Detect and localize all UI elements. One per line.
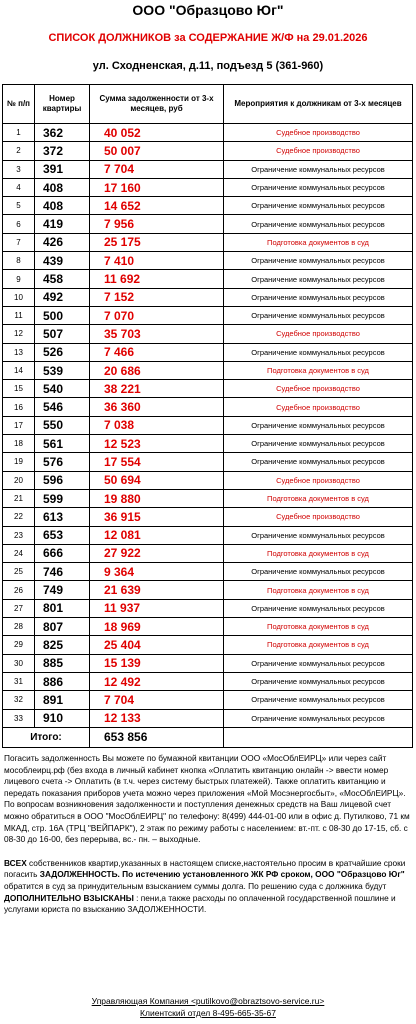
row-number: 19: [3, 453, 35, 471]
apartment-number: 653: [35, 526, 90, 544]
table-row: [3, 654, 413, 672]
payment-instructions: Погасить задолженность Вы можете по бумажной квитанции ООО «МосОблЕИРЦ» или через сайт мособлеирц.рф (без входа в личный кабинет кнопка «Оплатить квитанцию онлайн -> ввести номер лицевого счета -> Оплатить (в т.ч. через систему быстрых платежей). Также оплатить квитанцию и передать показания приборов учета можно через приложения «Мой Мосэнергосбыт», «МосОблЕИРЦ».: [4, 753, 406, 798]
debt-amount: 15 139: [90, 654, 224, 672]
debt-measure: Ограничение коммунальных ресурсов: [224, 654, 413, 672]
apartment-number: 746: [35, 563, 90, 581]
apartment-number: 666: [35, 544, 90, 562]
row-number: 28: [3, 618, 35, 636]
apartment-number: 507: [35, 325, 90, 343]
col-header-apartment: Номер квартиры: [35, 85, 90, 124]
debt-amount: 7 704: [90, 160, 224, 178]
apartment-number: 362: [35, 124, 90, 142]
debt-amount: 17 554: [90, 453, 224, 471]
apartment-number: 550: [35, 416, 90, 434]
debt-measure: Ограничение коммунальных ресурсов: [224, 435, 413, 453]
debt-measure: Подготовка документов в суд: [224, 233, 413, 251]
table-row: [3, 233, 413, 251]
apartment-number: 408: [35, 197, 90, 215]
debt-amount: 7 038: [90, 416, 224, 434]
apartment-number: 561: [35, 435, 90, 453]
table-row: [3, 471, 413, 489]
apartment-number: 885: [35, 654, 90, 672]
debt-measure: Подготовка документов в суд: [224, 361, 413, 379]
table-row: [3, 489, 413, 507]
row-number: 9: [3, 270, 35, 288]
debt-measure: Ограничение коммунальных ресурсов: [224, 197, 413, 215]
apartment-number: 807: [35, 618, 90, 636]
debt-amount: 50 694: [90, 471, 224, 489]
debt-amount: 27 922: [90, 544, 224, 562]
debt-amount: 12 081: [90, 526, 224, 544]
debt-measure: Подготовка документов в суд: [224, 581, 413, 599]
debt-amount: 35 703: [90, 325, 224, 343]
table-row: [3, 563, 413, 581]
warning-text-a: собственников квартир,указанных в настоящем списке,настоятельно просим в кратчайшие сроки погасить: [4, 857, 406, 880]
apartment-number: 801: [35, 599, 90, 617]
table-row: [3, 160, 413, 178]
table-row: [3, 581, 413, 599]
apartment-number: 749: [35, 581, 90, 599]
apartment-number: 539: [35, 361, 90, 379]
row-number: 5: [3, 197, 35, 215]
row-number: 18: [3, 435, 35, 453]
table-row: [3, 215, 413, 233]
apartment-number: 500: [35, 306, 90, 324]
col-header-number: № п/п: [3, 85, 35, 124]
row-number: 1: [3, 124, 35, 142]
debt-measure: Ограничение коммунальных ресурсов: [224, 563, 413, 581]
debt-amount: 20 686: [90, 361, 224, 379]
table-row: [3, 380, 413, 398]
row-number: 13: [3, 343, 35, 361]
address-line: ул. Сходненская, д.11, подъезд 5 (361-960): [92, 60, 324, 72]
debt-amount: 12 492: [90, 672, 224, 690]
debt-measure: Ограничение коммунальных ресурсов: [224, 599, 413, 617]
debt-measure: Подготовка документов в суд: [224, 618, 413, 636]
row-number: 30: [3, 654, 35, 672]
apartment-number: 910: [35, 709, 90, 727]
apartment-number: 596: [35, 471, 90, 489]
table-row: [3, 508, 413, 526]
debt-amount: 40 052: [90, 124, 224, 142]
apartment-number: 576: [35, 453, 90, 471]
col-header-debt: Сумма задолженности от 3-х месяцев, руб: [90, 85, 224, 124]
table-row: [3, 361, 413, 379]
warning-lead: ВСЕХ: [4, 857, 27, 868]
debt-measure: Судебное производство: [224, 508, 413, 526]
row-number: 10: [3, 288, 35, 306]
row-number: 22: [3, 508, 35, 526]
debt-amount: 7 410: [90, 252, 224, 270]
table-row: [3, 691, 413, 709]
apartment-number: 546: [35, 398, 90, 416]
debt-amount: 7 704: [90, 691, 224, 709]
apartment-number: 439: [35, 252, 90, 270]
table-row: [3, 453, 413, 471]
debt-amount: 21 639: [90, 581, 224, 599]
debt-amount: 18 969: [90, 618, 224, 636]
debt-amount: 11 692: [90, 270, 224, 288]
debt-measure: Ограничение коммунальных ресурсов: [224, 215, 413, 233]
row-number: 32: [3, 691, 35, 709]
apartment-number: 426: [35, 233, 90, 251]
row-number: 7: [3, 233, 35, 251]
table-row: [3, 398, 413, 416]
table-row: [3, 270, 413, 288]
debt-amount: 7 070: [90, 306, 224, 324]
debtors-table: [2, 84, 413, 748]
row-number: 23: [3, 526, 35, 544]
total-empty-cell: [224, 727, 413, 747]
table-row: [3, 544, 413, 562]
apartment-number: 599: [35, 489, 90, 507]
table-row: [3, 672, 413, 690]
payment-notes: [4, 753, 412, 916]
table-row: [3, 178, 413, 196]
row-number: 14: [3, 361, 35, 379]
row-number: 21: [3, 489, 35, 507]
debt-measure: Ограничение коммунальных ресурсов: [224, 306, 413, 324]
debt-amount: 7 152: [90, 288, 224, 306]
row-number: 4: [3, 178, 35, 196]
warning-text-f: : пени,а также расходы по оплаченной государственной пошлине и услугами юриста по взысканию ЗАДОЛЖЕННОСТИ.: [4, 892, 396, 915]
debt-measure: Подготовка документов в суд: [224, 489, 413, 507]
debt-measure: Судебное производство: [224, 325, 413, 343]
table-row: [3, 435, 413, 453]
debt-amount: 9 364: [90, 563, 224, 581]
table-row: [3, 288, 413, 306]
row-number: 26: [3, 581, 35, 599]
table-row: [3, 197, 413, 215]
debt-measure: Ограничение коммунальных ресурсов: [224, 288, 413, 306]
warning-bold-debt: ЗАДОЛЖЕННОСТЬ: [39, 869, 118, 880]
debt-measure: Ограничение коммунальных ресурсов: [224, 416, 413, 434]
table-row: [3, 142, 413, 160]
debt-measure: Ограничение коммунальных ресурсов: [224, 270, 413, 288]
debt-amount: 38 221: [90, 380, 224, 398]
table-header-row: [3, 85, 413, 124]
apartment-number: 408: [35, 178, 90, 196]
apartment-number: 526: [35, 343, 90, 361]
debt-measure: Ограничение коммунальных ресурсов: [224, 178, 413, 196]
debt-amount: 25 404: [90, 636, 224, 654]
debt-measure: Судебное производство: [224, 398, 413, 416]
debt-measure: Судебное производство: [224, 380, 413, 398]
table-row: [3, 709, 413, 727]
row-number: 20: [3, 471, 35, 489]
apartment-number: 458: [35, 270, 90, 288]
debt-measure: Ограничение коммунальных ресурсов: [224, 252, 413, 270]
apartment-number: 492: [35, 288, 90, 306]
debt-amount: 36 915: [90, 508, 224, 526]
table-row: [3, 636, 413, 654]
debt-amount: 17 160: [90, 178, 224, 196]
table-row: [3, 618, 413, 636]
apartment-number: 540: [35, 380, 90, 398]
apartment-number: 391: [35, 160, 90, 178]
footer: [0, 995, 416, 1019]
row-number: 16: [3, 398, 35, 416]
apartment-number: 825: [35, 636, 90, 654]
debt-amount: 11 937: [90, 599, 224, 617]
document-title: СПИСОК ДОЛЖНИКОВ за СОДЕРЖАНИЕ Ж/Ф на 29.01.2026: [48, 32, 368, 44]
debt-amount: 25 175: [90, 233, 224, 251]
debt-measure: Подготовка документов в суд: [224, 544, 413, 562]
debt-amount: 7 466: [90, 343, 224, 361]
row-number: 29: [3, 636, 35, 654]
debt-measure: Ограничение коммунальных ресурсов: [224, 672, 413, 690]
debt-measure: Подготовка документов в суд: [224, 636, 413, 654]
footer-company-email[interactable]: Управляющая Компания <putilkovo@obraztsovo-service.ru>: [91, 996, 325, 1006]
warning-bold-term: . По истечению установленного ЖК РФ сроком, ООО "Образцово Юг": [117, 869, 405, 880]
debt-amount: 36 360: [90, 398, 224, 416]
row-number: 17: [3, 416, 35, 434]
table-row: [3, 124, 413, 142]
apartment-number: 419: [35, 215, 90, 233]
row-number: 8: [3, 252, 35, 270]
row-number: 6: [3, 215, 35, 233]
footer-client-phone[interactable]: Клиентский отдел 8-495-665-35-67: [140, 1008, 276, 1018]
total-row: [3, 727, 413, 747]
debt-measure: Судебное производство: [224, 142, 413, 160]
warning-paragraph: [4, 858, 412, 916]
debt-amount: 14 652: [90, 197, 224, 215]
table-row: [3, 325, 413, 343]
row-number: 15: [3, 380, 35, 398]
row-number: 31: [3, 672, 35, 690]
row-number: 33: [3, 709, 35, 727]
table-row: [3, 252, 413, 270]
apartment-number: 891: [35, 691, 90, 709]
company-name: ООО "Образцово Юг": [132, 2, 284, 18]
apartment-number: 886: [35, 672, 90, 690]
table-row: [3, 343, 413, 361]
warning-bold-extra: ДОПОЛНИТЕЛЬНО ВЗЫСКАНЫ: [4, 892, 134, 903]
debt-measure: Судебное производство: [224, 471, 413, 489]
debt-amount: 12 133: [90, 709, 224, 727]
table-row: [3, 416, 413, 434]
table-row: [3, 526, 413, 544]
row-number: 24: [3, 544, 35, 562]
col-header-measures: Мероприятия к должникам от 3-х месяцев: [224, 85, 413, 124]
row-number: 2: [3, 142, 35, 160]
debt-amount: 19 880: [90, 489, 224, 507]
row-number: 25: [3, 563, 35, 581]
total-sum: 653 856: [90, 727, 224, 747]
apartment-number: 613: [35, 508, 90, 526]
debt-amount: 7 956: [90, 215, 224, 233]
table-row: [3, 599, 413, 617]
debt-measure: Ограничение коммунальных ресурсов: [224, 160, 413, 178]
row-number: 3: [3, 160, 35, 178]
row-number: 11: [3, 306, 35, 324]
debt-measure: Ограничение коммунальных ресурсов: [224, 453, 413, 471]
row-number: 12: [3, 325, 35, 343]
debt-amount: 12 523: [90, 435, 224, 453]
row-number: 27: [3, 599, 35, 617]
debt-amount: 50 007: [90, 142, 224, 160]
debt-measure: Ограничение коммунальных ресурсов: [224, 343, 413, 361]
contact-info: По вопросам возникновения задолженности и поступления денежных средств на Ваш лицевой счет можно обратиться в ООО "МосОблЕИРЦ" по телефону: 8(499) 444-01-00 или в офис д. Путилково, 71 км МКАД, стр. 16А (ТРЦ "ВЕЙПАРК"), 2 этаж по режиму работы с населением: вт.-пт. с 08-30 до 17-15, сб. с 08-30 до 16-00, без перерыва, вс.- пн. – выходные.: [4, 799, 410, 845]
apartment-number: 372: [35, 142, 90, 160]
debt-measure: Ограничение коммунальных ресурсов: [224, 526, 413, 544]
table-row: [3, 306, 413, 324]
debt-measure: Ограничение коммунальных ресурсов: [224, 691, 413, 709]
warning-text-d: обратится в суд за принудительным взысканием суммы долга. По решению суда с должника будут: [4, 880, 387, 891]
debt-measure: Ограничение коммунальных ресурсов: [224, 709, 413, 727]
total-label: Итого:: [3, 727, 90, 747]
debt-measure: Судебное производство: [224, 124, 413, 142]
